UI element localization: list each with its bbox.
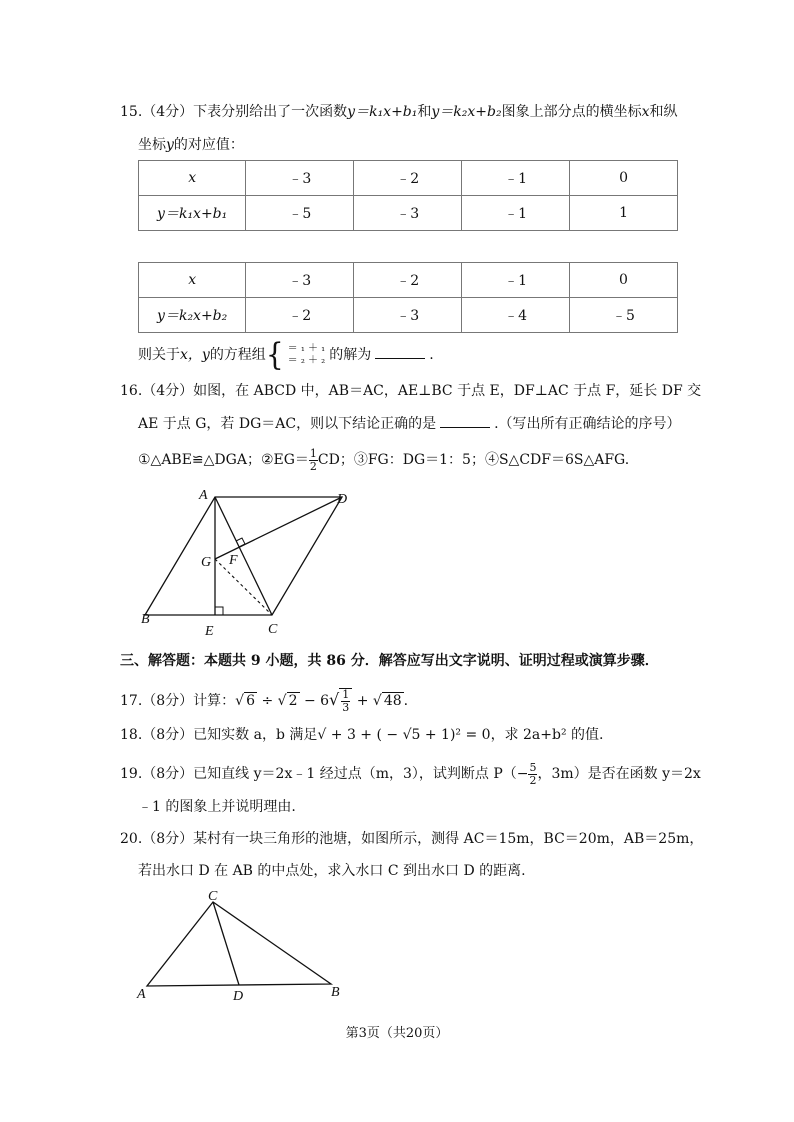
table-cell: y＝k₂x+b₂: [139, 298, 246, 333]
label-b: B: [331, 985, 340, 1000]
q20-line1: 20.（8分）某村有一块三角形的池塘，如图所示，测得 AC＝15m，BC＝20m，AB＝25m，: [120, 831, 704, 847]
q15-line1: [120, 103, 678, 121]
fraction-numerator: 1: [309, 446, 317, 460]
fraction-third: [339, 688, 352, 714]
q17-div: ÷ √: [257, 693, 287, 709]
q16-line2b: .（写出所有正确结论的序号）: [494, 416, 681, 432]
label-g: G: [201, 555, 212, 570]
radicand-2: 2: [288, 693, 298, 709]
page-footer: 第3页（共20页）: [345, 1026, 449, 1041]
brace-icon: {: [265, 336, 284, 373]
segment-gc-dashed: [215, 559, 272, 615]
q17-plus: + √: [352, 693, 382, 709]
q19-line1a: 19.（8分）已知直线 y＝2x﹣1 经过点（m，3），试判断点 P（−: [120, 766, 529, 782]
label-e: E: [205, 624, 214, 639]
q15-table1: [138, 160, 678, 231]
table-cell: ﹣3: [246, 161, 354, 196]
table-cell: ﹣3: [246, 263, 354, 298]
q15-line2a: 坐标: [138, 137, 166, 153]
segment-cd: [213, 902, 239, 985]
triangle-abc: [147, 902, 331, 986]
q15-x: x: [641, 104, 650, 120]
table-cell: x: [139, 263, 246, 298]
radicand-6: 6: [246, 693, 256, 709]
table-row: [139, 196, 678, 231]
section-3-heading: 三、解答题：本题共 9 小题，共 86 分．解答应写出文字说明、证明过程或演算步骤．: [120, 653, 659, 669]
fraction-numerator: 1: [342, 688, 350, 701]
q16-options: [138, 446, 629, 474]
radicand-48: 48: [383, 693, 402, 709]
q15-question-a: 则关于: [138, 347, 180, 363]
q18: [120, 726, 603, 744]
q20-line2: 若出水口 D 在 AB 的中点处，求入水口 C 到出水口 D 的距离.: [138, 863, 526, 879]
label-d: D: [337, 492, 348, 507]
table-cell: ﹣3: [354, 298, 462, 333]
table-cell: y＝k₁x+b₁: [139, 196, 246, 231]
table-row: [139, 298, 678, 333]
equation-system: [288, 343, 326, 367]
q16-line2: [138, 415, 681, 433]
table-cell: 0: [570, 263, 678, 298]
q15-table2: [138, 262, 678, 333]
fraction-denominator: 3: [342, 701, 350, 714]
segment-ac: [215, 497, 272, 615]
table-row: [139, 161, 678, 196]
table-cell: 1: [570, 196, 678, 231]
q18-prefix: 18.（8分）已知实数 a，b 满足: [120, 727, 318, 743]
q17-end: .: [403, 693, 409, 709]
q15-and: 和: [417, 104, 432, 120]
table-cell: ﹣5: [246, 196, 354, 231]
fraction-half: [309, 448, 318, 473]
sqrt-symbol: √: [235, 693, 245, 709]
system-row-2: ＝ ₂ ＋ ₂: [287, 355, 326, 366]
q15-question-c: 的方程组: [209, 347, 266, 363]
table-cell: ﹣2: [354, 161, 462, 196]
system-row-1: ＝ ₁ ＋ ₁: [287, 343, 326, 354]
q15-rest1: 图象上部分点的横坐标: [501, 104, 642, 120]
fraction-denominator: 2: [309, 459, 317, 473]
q15-line2b: 的对应值：: [173, 137, 244, 153]
q15-question-d: 的解为: [329, 347, 372, 363]
table-row: [139, 263, 678, 298]
q17-prefix: 17.（8分）计算：: [120, 693, 236, 709]
table-cell: ﹣1: [462, 196, 570, 231]
table-cell: ﹣1: [462, 263, 570, 298]
q19-line2: ﹣1 的图象上并说明理由.: [138, 799, 296, 815]
label-f: F: [229, 553, 238, 568]
q19-line1: [120, 760, 701, 788]
label-b: B: [141, 612, 150, 627]
table-cell: ﹣5: [570, 298, 678, 333]
q15-func2: y＝k₂x+b₂: [431, 104, 502, 120]
q16-line1: 16.（4分）如图，在 ABCD 中，AB＝AC，AE⊥BC 于点 E，DF⊥AC 于点 F，延长 DF 交: [120, 383, 702, 399]
q18-expression: √ + 3 + ( − √5 + 1)² = 0: [317, 727, 491, 743]
q15-question: [138, 336, 434, 373]
q17-minus: − 6: [299, 693, 330, 709]
label-d: D: [233, 989, 244, 1004]
table-cell: x: [139, 161, 246, 196]
q17: [120, 686, 408, 715]
q15-question-vars: x，y: [180, 347, 210, 363]
answer-blank: [440, 415, 490, 428]
fraction-denominator: 2: [529, 773, 537, 787]
q19-line1b: ，3m）是否在函数 y＝2x: [537, 766, 701, 782]
answer-blank: [375, 346, 425, 359]
q16-opt2: CD；③FG：DG＝1：5；④S△CDF＝6S△AFG.: [317, 452, 630, 468]
label-c: C: [268, 622, 278, 637]
q15-line2: [138, 136, 244, 154]
table-cell: 0: [570, 161, 678, 196]
table-cell: ﹣2: [246, 298, 354, 333]
table-cell: ﹣2: [354, 263, 462, 298]
label-c: C: [208, 889, 218, 904]
label-a: A: [137, 987, 146, 1002]
table-cell: ﹣3: [354, 196, 462, 231]
q16-opt1: ①△ABE≌△DGA；②EG＝: [138, 452, 309, 468]
q15-func1: y＝k₁x+b₁: [347, 104, 418, 120]
q15-prefix: 15.（4分）下表分别给出了一次函数: [120, 104, 348, 120]
q15-y: y: [166, 137, 174, 153]
q16-line2a: AE 于点 G，若 DG＝AC，则以下结论正确的是: [138, 416, 437, 432]
q18-suffix: ，求 2a+b² 的值.: [490, 727, 604, 743]
sqrt-symbol: √: [329, 690, 340, 709]
q15-rest2: 和纵: [649, 104, 678, 120]
q20-figure: [135, 888, 355, 1008]
q16-figure: [135, 485, 355, 640]
q15-question-end: .: [429, 347, 434, 363]
table-cell: ﹣1: [462, 161, 570, 196]
right-angle-mark-e: [215, 607, 223, 615]
label-a: A: [199, 488, 208, 503]
table-cell: ﹣4: [462, 298, 570, 333]
fraction-numerator: 5: [529, 760, 537, 774]
